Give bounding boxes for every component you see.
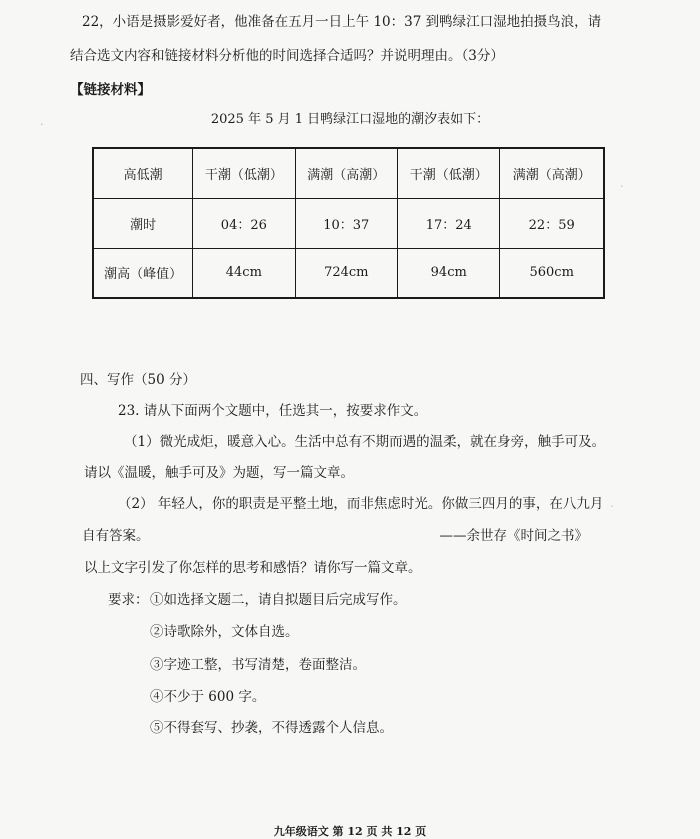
option-1-line-1: （1）微光成炬，暖意入心。生活中总有不期而遇的温柔，就在身旁，触手可及。 [124, 434, 606, 450]
table-cell: 17：24 [398, 198, 500, 248]
table-title: 2025 年 5 月 1 日鸭绿江口湿地的潮汐表如下： [210, 112, 490, 127]
tide-table [92, 147, 605, 299]
requirement-item: ⑤不得套写、抄袭，不得透露个人信息。 [150, 720, 393, 736]
scan-speck: · [40, 118, 44, 131]
page-footer: 九年级语文 第 12 页 共 12 页 [273, 825, 427, 838]
table-cell: 560cm [500, 248, 604, 298]
section-4-heading: 四、写作（50 分） [80, 372, 196, 388]
table-cell: 44cm [193, 248, 295, 298]
table-cell: 22：59 [500, 198, 604, 248]
table-header-cell: 干潮（低潮） [193, 148, 295, 198]
table-row [93, 248, 604, 298]
requirement-item: ①如选择文题二，请自拟题目后完成写作。 [150, 592, 407, 608]
option-2-line-3: 以上文字引发了你怎样的思考和感悟？请你写一篇文章。 [84, 560, 422, 576]
option-2-line-1: （2） 年轻人，你的职责是平整土地，而非焦虑时光。你做三四月的事，在八九月 [118, 496, 604, 512]
table-header-cell: 满潮（高潮） [500, 148, 604, 198]
table-cell: 94cm [398, 248, 500, 298]
requirements-label: 要求： [108, 592, 149, 608]
table-cell: 10：37 [295, 198, 398, 248]
table-header-row [93, 148, 604, 198]
option-1-line-2: 请以《温暖，触手可及》为题，写一篇文章。 [84, 465, 354, 481]
requirement-item: ③字迹工整，书写清楚，卷面整洁。 [150, 657, 366, 673]
option-2-author: ——余世存《时间之书》 [439, 528, 588, 544]
scan-speck: · [620, 180, 624, 193]
link-material-label: 【链接材料】 [70, 82, 151, 98]
question-22-line-1: 22，小语是摄影爱好者，他准备在五月一日上午 10：37 到鸭绿江口湿地拍摄鸟浪，请 [82, 14, 602, 30]
table-cell: 724cm [295, 248, 398, 298]
requirement-item: ②诗歌除外，文体自选。 [150, 624, 299, 640]
requirement-item: ④不少于 600 字。 [150, 689, 266, 705]
table-cell: 04：26 [193, 198, 295, 248]
scan-speck: · [610, 500, 614, 513]
table-row [93, 198, 604, 248]
table-header-cell: 满潮（高潮） [295, 148, 398, 198]
question-23-intro: 23. 请从下面两个文题中，任选其一，按要求作文。 [118, 403, 428, 419]
table-cell: 潮时 [93, 198, 193, 248]
table-header-cell: 干潮（低潮） [398, 148, 500, 198]
question-22-line-2: 结合选文内容和链接材料分析他的时间选择合适吗？并说明理由。（3分） [70, 48, 504, 64]
table-cell: 潮高（峰值） [93, 248, 193, 298]
table-header-cell: 高低潮 [93, 148, 193, 198]
option-2-line-2: 自有答案。 [82, 528, 150, 544]
